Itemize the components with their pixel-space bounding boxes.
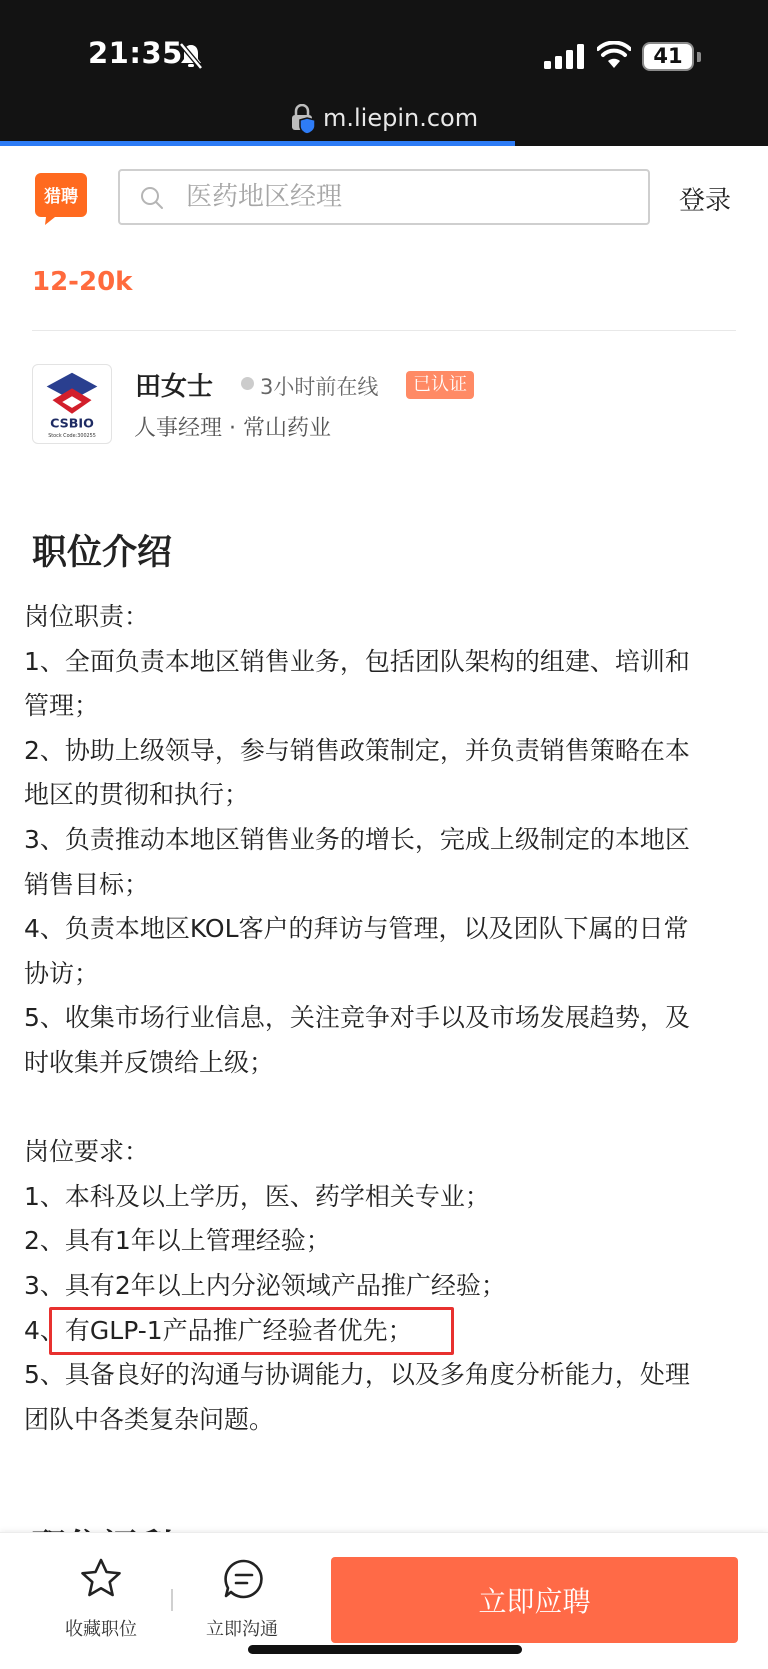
description-line: 销售目标； (24, 869, 150, 899)
url-bar[interactable]: m.liepin.com (323, 104, 479, 132)
apply-now-button[interactable]: 立即应聘 (331, 1557, 738, 1643)
battery-indicator (642, 42, 694, 71)
wifi-icon (597, 41, 631, 69)
description-line: 时收集并反馈给上级； (24, 1047, 275, 1077)
company-logo[interactable] (32, 364, 112, 444)
description-line: 2、协助上级领导，参与销售政策制定，并负责销售策略在本 (24, 735, 690, 765)
description-line: 管理； (24, 691, 100, 721)
description-line: 5、收集市场行业信息，关注竞争对手以及市场发展趋势，及 (24, 1003, 690, 1033)
company-logo-subtext: Stock Code:300255 (48, 433, 96, 440)
search-input[interactable] (186, 171, 636, 223)
search-box[interactable] (118, 169, 650, 225)
chat-now-label: 立即沟通 (206, 1619, 278, 1640)
online-status: 3小时前在线 (260, 375, 379, 399)
chat-now-button[interactable] (198, 1549, 308, 1639)
online-status-dot (241, 377, 254, 390)
favorite-job-label: 收藏职位 (65, 1619, 137, 1640)
description-line: 1、本科及以上学历，医、药学相关专业； (24, 1181, 490, 1211)
description-line: 4、负责本地区KOL客户的拜访与管理，以及团队下属的日常 (24, 914, 689, 944)
description-line: 1、全面负责本地区销售业务，包括团队架构的组建、培训和 (24, 646, 690, 676)
description-line: 4、有GLP-1产品推广经验者优先； (24, 1315, 413, 1345)
description-line: 团队中各类复杂问题。 (24, 1404, 275, 1434)
description-line: 岗位要求： (24, 1137, 150, 1167)
battery-level: 41 (653, 44, 683, 68)
cellular-signal-icon (544, 44, 584, 70)
description-line: 2、具有1年以上管理经验； (24, 1226, 331, 1256)
battery-tip (697, 52, 701, 62)
highlight-annotation (49, 1307, 454, 1355)
star-icon (79, 1557, 123, 1599)
description-line: 协访； (24, 958, 100, 988)
favorite-job-button[interactable] (55, 1549, 165, 1639)
description-line: 3、具有2年以上内分泌领域产品推广经验； (24, 1270, 506, 1300)
bell-off-icon (178, 42, 204, 70)
paragraph-gap (24, 1086, 746, 1131)
chat-bubble-icon (222, 1557, 266, 1601)
status-time: 21:35 (88, 36, 183, 70)
salary: 12-20k (32, 267, 133, 297)
logo-text: 猎聘 (44, 187, 78, 207)
description-line: 岗位职责： (24, 602, 150, 631)
description-line: 3、负责推动本地区销售业务的增长，完成上级制定的本地区 (24, 824, 690, 854)
page-load-progress (0, 141, 515, 146)
home-indicator[interactable] (248, 1645, 522, 1654)
company-logo-text: CSBIO (50, 415, 94, 431)
status-bar (0, 0, 768, 146)
login-link[interactable]: 登录 (679, 186, 732, 216)
recruiter-name: 田女士 (135, 372, 214, 402)
section-title-job-intro: 职位介绍 (32, 533, 173, 573)
liepin-logo[interactable] (33, 171, 89, 227)
description-line: 地区的贯彻和执行； (24, 780, 250, 810)
recruiter-title: 人事经理 · 常山药业 (134, 416, 331, 441)
verified-badge: 已认证 (406, 371, 474, 399)
divider (32, 330, 736, 331)
separator (171, 1589, 173, 1611)
description-line: 5、具备良好的沟通与协调能力，以及多角度分析能力，处理 (24, 1360, 690, 1390)
search-icon (140, 186, 164, 210)
lock-shield-icon (290, 104, 316, 134)
